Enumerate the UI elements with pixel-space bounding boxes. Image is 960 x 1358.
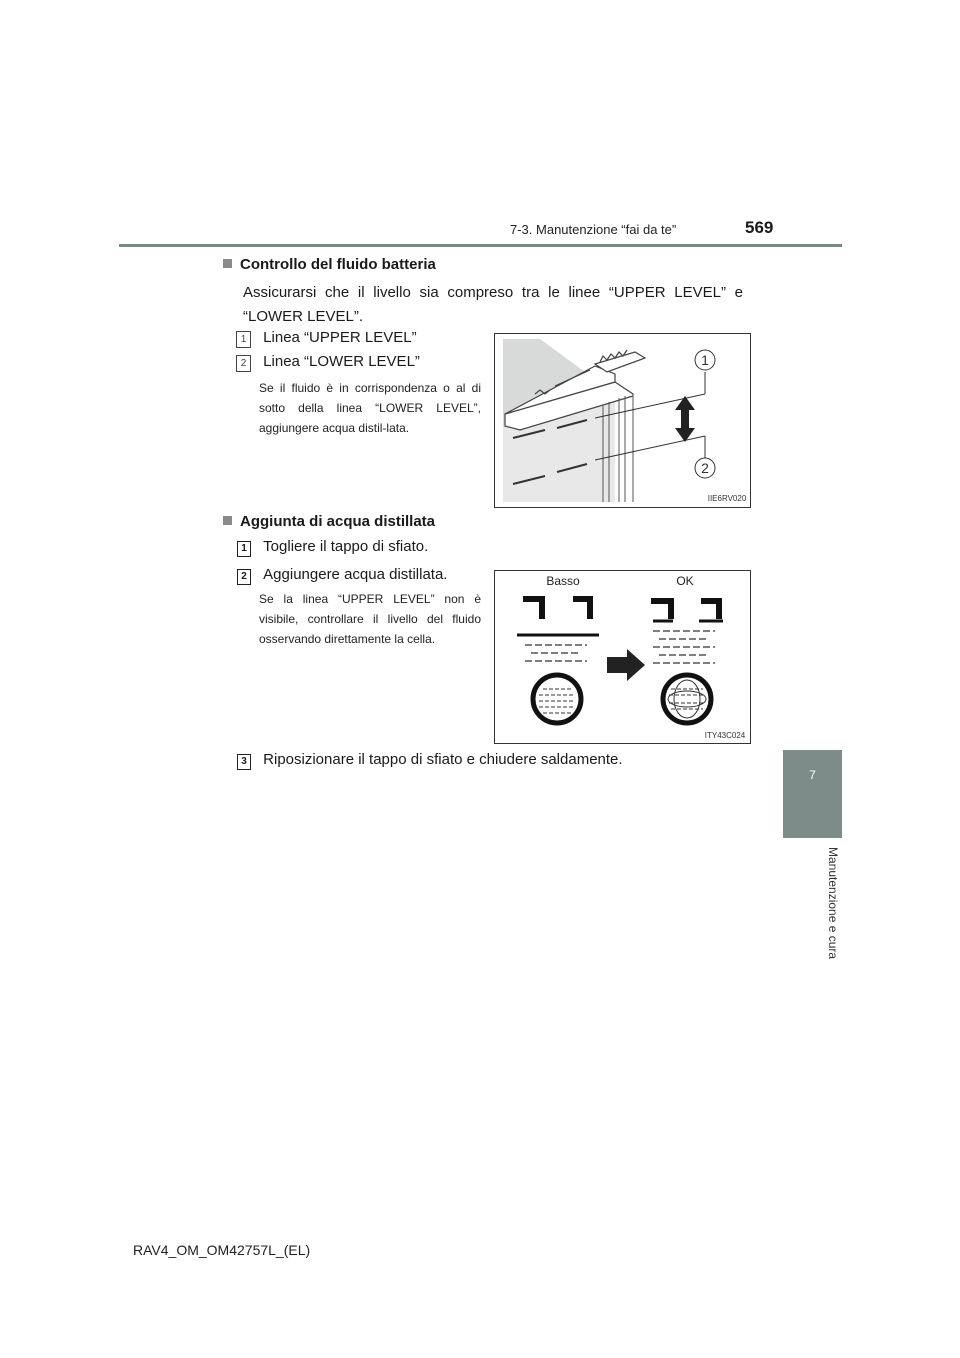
step-number-icon: 3 (237, 754, 251, 770)
note-paragraph: Se la linea “UPPER LEVEL” non è visibile, controllare il livello del fluido osservando direttamente la cella. (259, 592, 481, 646)
page-number: 569 (745, 218, 774, 237)
heading-text: Controllo del fluido batteria (240, 256, 436, 273)
figure-code: ITY43C024 (704, 731, 746, 740)
callout-1-label: 1 (701, 352, 709, 368)
header-divider (119, 244, 842, 247)
chapter-label: Manutenzione e cura (826, 847, 840, 960)
callout-2-label: 2 (701, 460, 709, 476)
figure-code: IIE6RV020 (707, 494, 747, 503)
step-1 (237, 538, 428, 557)
callout-text: Linea “UPPER LEVEL” (263, 329, 417, 346)
chapter-tab (783, 750, 842, 838)
chapter-number: 7 (809, 768, 816, 782)
intro-paragraph: Assicurarsi che il livello sia compreso tra le linee “UPPER LEVEL” e “LOWER LEVEL”. (243, 284, 743, 325)
step-3 (237, 751, 623, 770)
step-2 (237, 566, 447, 585)
battery-level-figure (494, 333, 751, 508)
section-title: 7-3. Manutenzione “fai da te” (510, 222, 677, 237)
callout-item-upper (236, 329, 417, 348)
arrow-right-icon (607, 649, 645, 681)
cell-level-illustration (495, 571, 750, 743)
double-arrow-icon (675, 396, 695, 442)
callout-text: Linea “LOWER LEVEL” (263, 353, 420, 370)
document-footer: RAV4_OM_OM42757L_(EL) (133, 1242, 311, 1258)
step-number-icon: 2 (237, 569, 251, 585)
callout-item-lower (236, 353, 420, 372)
fluid-level-comparison-figure (494, 570, 751, 744)
step-text: Togliere il tappo di sfiato. (263, 538, 429, 555)
note-paragraph: Se il fluido è in corrispondenza o al di sotto della linea “LOWER LEVEL”, aggiungere acqua distil-lata. (259, 381, 481, 435)
label-ok: OK (676, 574, 694, 588)
step-text: Riposizionare il tappo di sfiato e chiudere saldamente. (263, 751, 623, 768)
step-text: Aggiungere acqua distillata. (263, 566, 448, 583)
heading-add-distilled-water (223, 513, 435, 530)
callout-number-icon: 2 (236, 355, 251, 372)
battery-illustration (495, 334, 750, 507)
step-number-icon: 1 (237, 541, 251, 557)
bullet-square-icon (223, 516, 232, 525)
heading-text: Aggiunta di acqua distillata (240, 513, 436, 530)
label-basso: Basso (546, 574, 580, 588)
heading-battery-fluid-check (223, 256, 436, 273)
bullet-square-icon (223, 259, 232, 268)
callout-number-icon: 1 (236, 331, 251, 348)
